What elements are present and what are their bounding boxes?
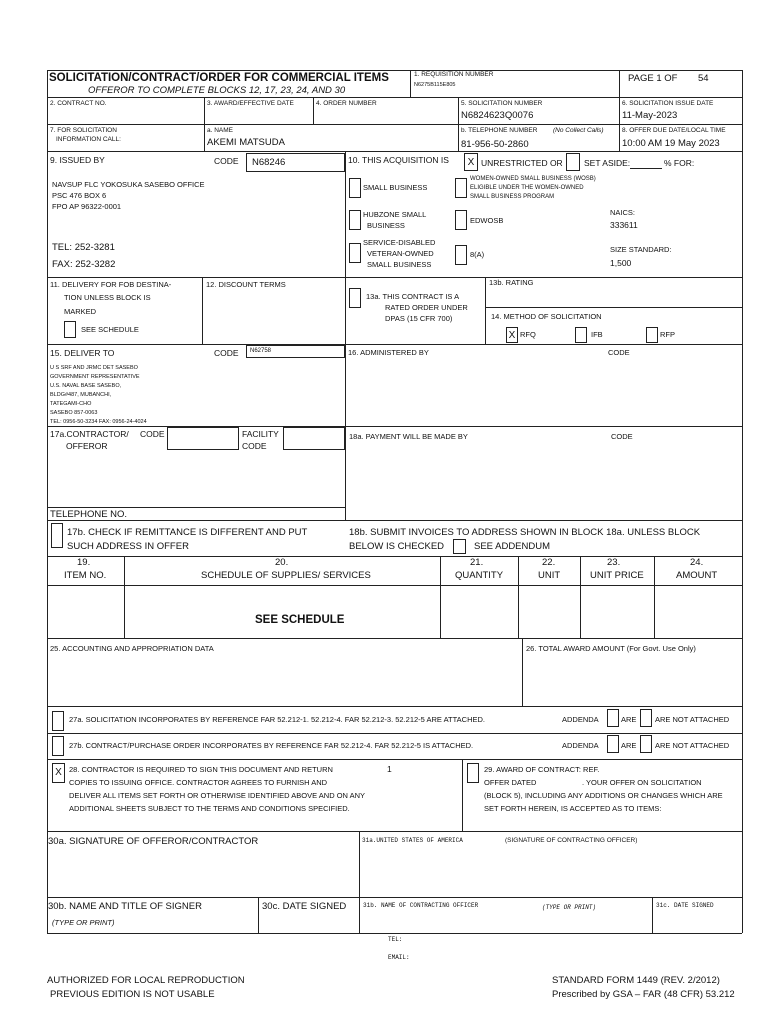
block17b-line2: SUCH ADDRESS IN OFFER <box>67 541 189 552</box>
issued-by-code[interactable]: N68246 <box>252 157 286 168</box>
rating-label: 13b. RATING <box>489 278 534 287</box>
issue-date[interactable]: 11-May-2023 <box>622 110 678 121</box>
contractor-label-2: OFFEROR <box>66 441 108 451</box>
col24-header: AMOUNT <box>676 570 718 581</box>
sdvo-label-1: SERVICE-DISABLED <box>363 238 436 247</box>
issuer-fax: FAX: 252-3282 <box>52 259 116 270</box>
facility-code-box[interactable] <box>283 427 345 450</box>
deliver-address-6: SASEBO 857-0063 <box>50 410 98 416</box>
issue-date-label: 6. SOLICITATION ISSUE DATE <box>622 100 714 107</box>
edwosb-label: EDWOSB <box>470 216 504 225</box>
set-aside-label: SET ASIDE: <box>584 158 631 168</box>
deliver-address-5: TATEGAMI-CHO <box>50 401 92 407</box>
order-number-label: 4. ORDER NUMBER <box>316 100 377 107</box>
deliver-address-7: TEL: 0956-50-3234 FAX: 0956-24-4024 <box>50 419 147 425</box>
col24-number: 24. <box>690 557 704 568</box>
form-subtitle: OFFEROR TO COMPLETE BLOCKS 12, 17, 23, 24, AND 30 <box>88 85 346 96</box>
contract-no-label: 2. CONTRACT NO. <box>50 100 107 107</box>
col19-number: 19. <box>77 557 91 568</box>
requisition-label: 1. REQUISITION NUMBER <box>414 71 494 78</box>
block27a-text: 27a. SOLICITATION INCORPORATES BY REFERENCE FAR 52.212-1. 52.212-4. FAR 52.212-3. 52.212-5 ARE ATTACHED. <box>69 715 485 724</box>
footer-left-1: AUTHORIZED FOR LOCAL REPRODUCTION <box>47 975 245 986</box>
contractor-label-1: 17a.CONTRACTOR/ <box>50 429 129 439</box>
co-signature-note: (SIGNATURE OF CONTRACTING OFFICER) <box>505 837 638 844</box>
block11-see-schedule: SEE SCHEDULE <box>81 325 139 334</box>
footer-right-2: Prescribed by GSA – FAR (48 CFR) 53.212 <box>552 989 735 1000</box>
naics-code[interactable]: 333611 <box>610 220 638 230</box>
block18b-line2: BELOW IS CHECKED <box>349 541 445 552</box>
block11-line3: MARKED <box>64 307 97 316</box>
sdvo-checkbox[interactable] <box>349 243 361 263</box>
ifb-checkbox[interactable] <box>575 327 587 343</box>
deliver-to-code[interactable]: N62758 <box>250 348 272 354</box>
footer-left-2: PREVIOUS EDITION IS NOT USABLE <box>50 989 215 1000</box>
remittance-checkbox[interactable] <box>51 523 63 548</box>
co-name-label: 31b. NAME OF CONTRACTING OFFICER <box>363 902 479 909</box>
block13-line1: 13a. THIS CONTRACT IS A <box>366 292 460 301</box>
8a-label: 8(A) <box>470 250 485 259</box>
signer-name-label: 30b. NAME AND TITLE OF SIGNER <box>48 901 202 912</box>
rfq-checkbox[interactable]: X <box>506 327 518 343</box>
col20-header: SCHEDULE OF SUPPLIES/ SERVICES <box>201 570 371 581</box>
co-email-label: EMAIL: <box>388 954 410 961</box>
deliver-address-1: U S SRF AND JRMC DET SASEBO <box>50 365 138 371</box>
col23-number: 23. <box>607 557 621 568</box>
block28-copies[interactable]: 1 <box>387 764 392 774</box>
name-label: a. NAME <box>207 127 234 134</box>
phone-note: (No Collect Calls) <box>553 127 604 134</box>
rfp-label: RFP <box>660 330 675 339</box>
block13-line3: DPAS (15 CFR 700) <box>385 314 453 323</box>
deliver-to-label: 15. DELIVER TO <box>50 348 115 358</box>
total-award-label: 26. TOTAL AWARD AMOUNT (For Govt. Use Only) <box>526 644 696 653</box>
issued-by-code-label: CODE <box>214 156 239 166</box>
deliver-to-code-label: CODE <box>214 348 239 358</box>
27b-addenda-label: ADDENDA <box>562 741 599 750</box>
administered-by-code-label: CODE <box>608 348 630 357</box>
see-schedule-checkbox[interactable] <box>64 321 76 338</box>
col22-header: UNIT <box>538 570 561 581</box>
deliver-address-4: BLDG#487, MUBANCHI, <box>50 392 112 398</box>
block17b-line1: 17b. CHECK IF REMITTANCE IS DIFFERENT AND PUT <box>67 527 308 538</box>
usa-label: 31a.UNITED STATES OF AMERICA <box>362 837 463 844</box>
page-label: PAGE 1 OF <box>628 73 678 84</box>
block11-line1: 11. DELIVERY FOR FOB DESTINA- <box>50 280 172 289</box>
rfp-checkbox[interactable] <box>646 327 658 343</box>
block28-line4: ADDITIONAL SHEETS SUBJECT TO THE TERMS AND CONDITIONS SPECIFIED. <box>69 804 350 813</box>
rfq-label: RFQ <box>520 330 536 339</box>
ifb-label: IFB <box>591 330 603 339</box>
discount-terms-label: 12. DISCOUNT TERMS <box>206 280 286 289</box>
wosb-label-1: WOMEN-OWNED SMALL BUSINESS (WOSB) <box>470 176 596 182</box>
issuer-address-3: FPO AP 96322-0001 <box>52 202 122 211</box>
block29-line3: (BLOCK 5), INCLUDING ANY ADDITIONS OR CHANGES WHICH ARE <box>484 791 723 800</box>
27a-addenda-label: ADDENDA <box>562 715 599 724</box>
27b-are-not-checkbox[interactable] <box>640 735 652 753</box>
hubzone-checkbox[interactable] <box>349 210 361 230</box>
27a-are-not-checkbox[interactable] <box>640 709 652 727</box>
wosb-label-2: ELIGIBLE UNDER THE WOMEN-OWNED <box>470 185 584 191</box>
block29-line4: SET FORTH HEREIN, IS ACCEPTED AS TO ITEMS: <box>484 804 662 813</box>
co-tel-label: TEL: <box>388 936 403 943</box>
block28-line3: DELIVER ALL ITEMS SET FORTH OR OTHERWISE IDENTIFIED ABOVE AND ON ANY <box>69 791 366 800</box>
due-date-label: 8. OFFER DUE DATE/LOCAL TIME <box>622 127 726 134</box>
col19-header: ITEM NO. <box>64 570 107 581</box>
co-date-label: 31c. DATE SIGNED <box>656 902 714 909</box>
wosb-label-3: SMALL BUSINESS PROGRAM <box>470 194 555 200</box>
award-date-label: 3. AWARD/EFFECTIVE DATE <box>207 100 294 107</box>
facility-code-label-2: CODE <box>242 441 267 451</box>
27a-are-checkbox[interactable] <box>607 709 619 727</box>
telephone-label: TELEPHONE NO. <box>50 509 128 520</box>
contractor-code-box[interactable] <box>167 427 239 450</box>
issuer-tel: TEL: 252-3281 <box>52 242 115 253</box>
contact-phone[interactable]: 81-956-50-2860 <box>461 139 529 150</box>
payment-by-code-label: CODE <box>611 432 633 441</box>
27b-are-not-label: ARE NOT ATTACHED <box>655 741 730 750</box>
addendum-checkbox[interactable] <box>453 539 466 554</box>
block29-line2a: OFFER DATED <box>484 778 537 787</box>
unrestricted-checkbox[interactable]: X <box>464 153 478 171</box>
co-name-note: (TYPE OR PRINT) <box>542 904 597 911</box>
sdvo-label-2: VETERAN-OWNED <box>367 249 434 258</box>
27b-are-label: ARE <box>621 741 637 750</box>
form-title: SOLICITATION/CONTRACT/ORDER FOR COMMERCIAL ITEMS <box>49 72 389 84</box>
solicitation-number[interactable]: N6824623Q0076 <box>461 110 534 121</box>
issuer-address-1: NAVSUP FLC YOKOSUKA SASEBO OFFICE <box>52 180 205 189</box>
8a-checkbox[interactable] <box>455 245 467 265</box>
small-business-checkbox[interactable] <box>349 178 361 198</box>
block28-line1: 28. CONTRACTOR IS REQUIRED TO SIGN THIS DOCUMENT AND RETURN <box>69 765 333 774</box>
issued-by-label: 9. ISSUED BY <box>50 155 105 165</box>
block29-line2b: . YOUR OFFER ON SOLICITATION <box>582 778 702 787</box>
wosb-checkbox[interactable] <box>455 178 467 198</box>
payment-by-label: 18a. PAYMENT WILL BE MADE BY <box>349 432 468 441</box>
requisition-number[interactable]: N6275B115E805 <box>414 82 456 88</box>
issuer-address-2: PSC 476 BOX 6 <box>52 191 107 200</box>
contact-name[interactable]: AKEMI MATSUDA <box>207 137 285 148</box>
col23-header: UNIT PRICE <box>590 570 644 581</box>
27b-checkbox[interactable] <box>52 736 64 756</box>
block18b-line1: 18b. SUBMIT INVOICES TO ADDRESS SHOWN IN BLOCK 18a. UNLESS BLOCK <box>349 527 701 538</box>
hubzone-label-1: HUBZONE SMALL <box>363 210 427 219</box>
28-checkbox[interactable]: X <box>52 763 65 783</box>
col20-number: 20. <box>275 557 289 568</box>
facility-code-label-1: FACILITY <box>242 429 279 439</box>
deliver-address-3: U.S. NAVAL BASE SASEBO, <box>50 383 122 389</box>
29-checkbox[interactable] <box>467 763 479 783</box>
offeror-signature-label: 30a. SIGNATURE OF OFFEROR/CONTRACTOR <box>48 836 259 847</box>
hubzone-label-2: BUSINESS <box>367 221 405 230</box>
deliver-address-2: GOVERNMENT REPRESENTATIVE <box>50 374 140 380</box>
set-aside-checkbox[interactable] <box>566 153 580 171</box>
date-signed-label: 30c. DATE SIGNED <box>262 901 347 912</box>
administered-by-label: 16. ADMINISTERED BY <box>348 348 429 357</box>
block18b-addendum: SEE ADDENDUM <box>474 541 551 552</box>
small-business-label: SMALL BUSINESS <box>363 183 428 192</box>
offer-due-date[interactable]: 10:00 AM 19 May 2023 <box>622 138 720 149</box>
pct-for-label: % FOR: <box>664 158 695 168</box>
solicitation-number-label: 5. SOLICITATION NUMBER <box>461 100 543 107</box>
col21-number: 21. <box>470 557 484 568</box>
see-schedule-text: SEE SCHEDULE <box>255 614 345 626</box>
contractor-code-label: CODE <box>140 429 165 439</box>
block29-line1: 29. AWARD OF CONTRACT: REF. <box>484 765 600 774</box>
block7-label-2: INFORMATION CALL: <box>56 136 121 143</box>
naics-label: NAICS: <box>610 208 636 217</box>
block11-line2: TION UNLESS BLOCK IS <box>64 293 151 302</box>
unrestricted-label: UNRESTRICTED OR <box>481 158 563 168</box>
offeror-signature-field[interactable] <box>48 850 348 894</box>
accounting-label: 25. ACCOUNTING AND APPROPRIATION DATA <box>50 644 214 653</box>
sdvo-label-3: SMALL BUSINESS <box>367 260 432 269</box>
27a-are-not-label: ARE NOT ATTACHED <box>655 715 730 724</box>
col21-header: QUANTITY <box>455 570 504 581</box>
edwosb-checkbox[interactable] <box>455 210 467 230</box>
block13-line2: RATED ORDER UNDER <box>385 303 468 312</box>
acquisition-label: 10. THIS ACQUISITION IS <box>348 155 449 165</box>
27a-are-label: ARE <box>621 715 637 724</box>
rated-order-checkbox[interactable] <box>349 288 361 308</box>
27a-checkbox[interactable] <box>52 711 64 731</box>
footer-right-1: STANDARD FORM 1449 (REV. 2/2012) <box>552 975 720 986</box>
size-standard[interactable]: 1,500 <box>610 258 632 268</box>
block27b-text: 27b. CONTRACT/PURCHASE ORDER INCORPORATES BY REFERENCE FAR 52.212-4. FAR 52.212-5 IS ATTACHED. <box>69 741 474 750</box>
col22-number: 22. <box>542 557 556 568</box>
co-signature-field[interactable] <box>362 850 738 894</box>
27b-are-checkbox[interactable] <box>607 735 619 753</box>
page-total: 54 <box>698 73 709 84</box>
block7-label-1: 7. FOR SOLICITATION <box>50 127 117 134</box>
block28-line2: COPIES TO ISSUING OFFICE. CONTRACTOR AGREES TO FURNISH AND <box>69 778 328 787</box>
phone-label: b. TELEPHONE NUMBER <box>461 127 538 134</box>
solicitation-method-label: 14. METHOD OF SOLICITATION <box>491 312 602 321</box>
size-standard-label: SIZE STANDARD: <box>610 245 672 254</box>
signer-name-note: (TYPE OR PRINT) <box>52 918 115 927</box>
